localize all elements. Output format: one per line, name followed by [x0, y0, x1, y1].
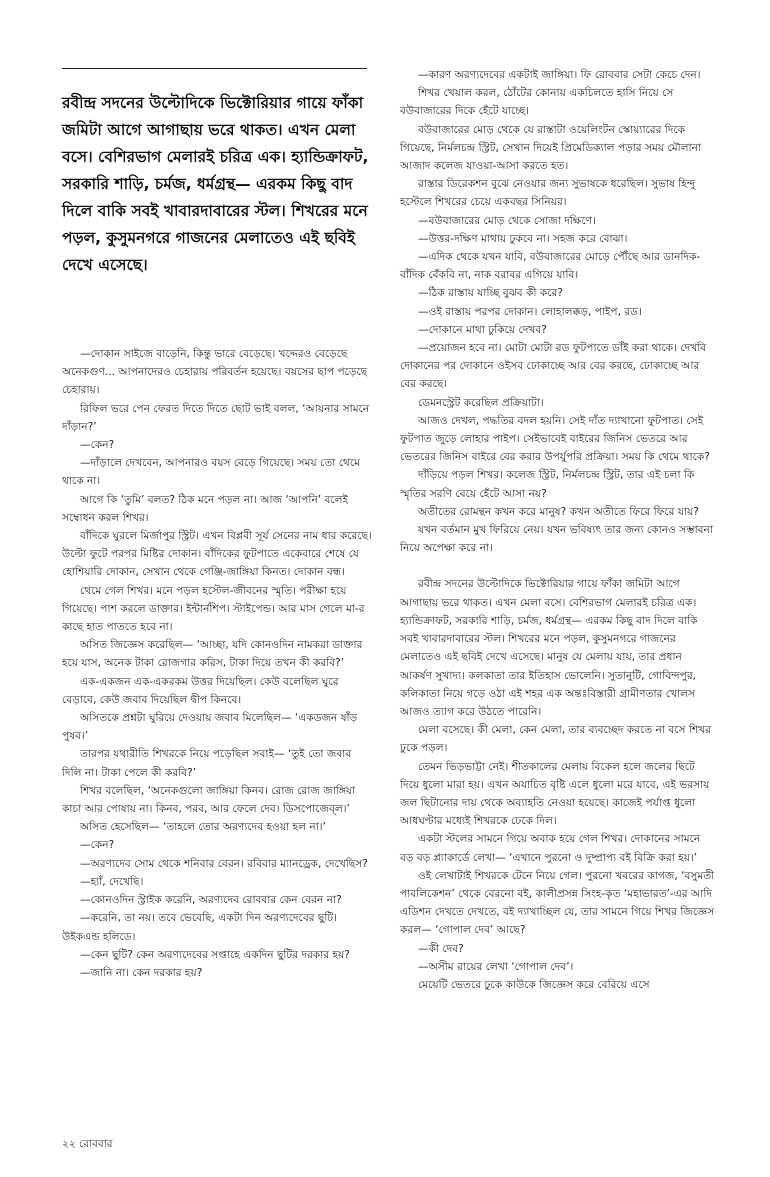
left-column [62, 345, 374, 982]
right-column [400, 66, 716, 994]
paragraph: —ঠিক রাস্তায় যাচ্ছি বুঝব কী করে? [418, 287, 563, 300]
paragraph: —করেনি, তা নয়। তবে ভেবেছি, একটা দিন অরণ্যদেবের ছুটি। উইকএন্ড হলিডে। [62, 912, 337, 943]
paragraph: ডেমনস্ট্রেট করেছিল প্রক্রিয়াটা। [418, 396, 544, 409]
section-break [400, 557, 716, 575]
paragraph: মেলা বসেছে। কী মেলা, কেন মেলা, তার ব্যবচ্ছেদ করতে না বসে শিখর ঢুকে পড়ল। [400, 724, 711, 755]
paragraph: তারপর যথারীতি শিখরকে নিয়ে পড়েছিল সবাই— ‘তুই তো জবাব দিলি না। টাকা পেলে কী করবি?’ [62, 748, 352, 779]
paragraph: রবীন্দ্র সদনের উল্টোদিকে ভিক্টোরিয়ার গায়ে ফাঁকা জমিটা আগে আগাছায় ভরে থাকত। এখন মেলা বসে। বেশিরভাগ মেলারই চরিত্র এক। হ্যান্ডিক্রাফট, সরকারি শাড়ি, চর্মজ, ধর্মগ্রন্থ— এরকম কিছু বাদ দিলে বাকি সবই খাবারদাবারের স্টল। শিখরের মনে পড়ল, কুসুমনগরে গাজনের মেলাতেও এই ছবিই দেখে এসেছে। মানুষ যে মেলায় যায়, তার প্রধান আকর্ষণ সুখাদ্য। কলকাতা তার ইতিহাস ভোলেনি। সুতানুটি, গোবিন্দপুর, কলিকাতা নিয়ে গড়ে ওঠা এই শহর এক অন্তঃবিস্তারী গ্রামীণতার খোলস আজও ত্যাগ করে উঠতে পারেনি। [400, 578, 698, 718]
paragraph: —জানি না। কেন দরকার হয়? [80, 966, 203, 979]
paragraph: অসিত হেসেছিল— ‘তাহলে তোর অরণ্যদেব হওয়া হল না।’ [80, 821, 326, 834]
paragraph: এক-একজন এক-একরকম উত্তর দিয়েছিল। কেউ বলেছিল ঘুরে বেড়াবে, কেউ জবাব দিয়েছিল দ্বীপ কিনবে। [62, 675, 339, 706]
paragraph: মেয়েটি ভেতরে ঢুকে কাউকে জিজ্ঞেস করে বেরিয়ে এসে [418, 978, 650, 991]
paragraph: —কেন? [80, 839, 115, 852]
top-rule [62, 68, 367, 69]
paragraph: —কেন ছুটি? কেন অরণ্যদেবের সপ্তাহে একদিন ছুটির দরকার হয়? [80, 948, 350, 961]
paragraph: আজও দেখল, পদ্ধতির বদল হয়নি। সেই দাঁত দ্যাখানো ফুটপাত। সেই ফুটপাত জুড়ে লোহার পাইপ। সেইভাবেই বাইরের জিনিস ভেতরে আর ভেতরের জিনিস বাইরে বের করার উপর্যুপরি প্রক্রিয়া। সময় কি থেমে থাকে? [400, 414, 710, 464]
paragraph: থেমে গেল শিখর। মনে পড়ল হস্টেল-জীবনের স্মৃতি। পরীক্ষা হয়ে গিয়েছে। পাশ করলে ডাক্তার। ইন্টার্নশিপ। স্টাইপেন্ড। আর মাস গেলে মা-র কাছে হাত পাততে হবে না। [62, 584, 365, 634]
paragraph: —অসীম রায়ের লেখা ‘গোপাল দেব’। [418, 960, 574, 973]
paragraph: —কোনওদিন স্ট্রাইক করেনি, অরণ্যদেব রোববার কেন বেরন না? [80, 894, 342, 907]
paragraph: —কী দেব? [418, 942, 464, 955]
paragraph: আগে কি ‘তুমি’ বলত? ঠিক মনে পড়ল না। আজ ‘আপনি’ বলেই সম্বোধন করল শিখর। [62, 493, 349, 524]
paragraph: —কারণ অরণ্যদেবের একটাই জাঙ্গিয়া। ফি রোববার সেটা কেচে দেন। [418, 69, 701, 81]
paragraph: ওই লেখাটাই শিখরকে টেনে নিয়ে গেল। পুরনো খবরের কাগজ, ‘বসুমতী পাবলিকেশন’ থেকে বেরনো বই, কালীপ্রসন্ন সিংহ-কৃত ‘মহাভারত’-এর আদি এডিশন দেখতে দেখতে, বই দ্যাখাচ্ছিল যে, তার সামনে গিয়ে শিখর জিজ্ঞেস করল— ‘গোপাল দেব’ আছে? [400, 869, 715, 937]
paragraph: —দোকান সাইজে বাড়েনি, কিন্তু ভারে বেড়েছে। খদ্দেরও বেড়েছে অনেকগুণ... আপনাদেরও চেহারায় পরিবর্তন হয়েছে। বয়সের ছাপ পড়েছে চেহারায়। [62, 348, 368, 397]
paragraph: যখন বর্তমান মুখ ফিরিয়ে নেয়। যখন ভবিষ্যৎ তার জন্য কোনও সম্ভাবনা নিয়ে অপেক্ষা করে না। [400, 524, 713, 555]
paragraph: —দাঁড়ালে দেখবেন, আপনারও বয়স বেড়ে গিয়েছে। সময় তো থেমে থাকে না। [62, 457, 361, 488]
paragraph: বউবাজারের মোড় থেকে যে রাস্তাটা ওয়েলিংটন স্কোয়্যারের দিকে গিয়েছে, নির্মলচন্দ্র স্ট্রিট, সেখান দিয়েই প্রিমেডিক্যাল পড়ার সময় মৌলানা আজাদ কলেজ যাওয়া-আসা করতে হত। [400, 123, 702, 173]
paragraph: একটা স্টলের সামনে গিয়ে অবাক হয়ে গেল শিখর। দোকানের সামনে বড় বড় প্ল্যাকার্ডে লেখা— ‘এখানে পুরনো ও দুষ্প্রাপ্য বই বিক্রি করা হয়।’ [400, 833, 701, 864]
paragraph: —হ্যাঁ, দেখেছি। [80, 875, 144, 888]
paragraph: রাস্তার ডিরেকশন বুঝে নেওয়ার জন্য সুভাষকে ধরেছিল। সুভাষ হিন্দু হস্টেলে শিখরের চেয়ে একবছর সিনিয়র। [400, 178, 696, 209]
paragraph: —ওই রাস্তায় পরপর দোকান। লোহালক্কড়, পাইপ, রড। [418, 305, 642, 318]
paragraph: —বউবাজারের মোড় থেকে সোজা দক্ষিণে। [418, 214, 596, 227]
page-folio: ২২ রোববার [62, 1138, 113, 1150]
paragraph: শিখর বলেছিল, ‘অনেকগুলো জাঙ্গিয়া কিনব। রোজ রোজ জাঙ্গিয়া কাচা আর পোষায় না। কিনব, পরব, আর ফেলে দেব। ডিসপোজেব্‌ল।’ [62, 784, 356, 816]
paragraph: তেমন ভিড়ভাট্টা নেই। শীতকালের মেলায় বিকেল হলে জলের ছিটে দিয়ে ধুলো মারা হয়। এখন অযাচিত বৃষ্টি এলে ধুলো মরে যাবে, এই ভরসায় জল ছিটানোর দায় থেকে অব্যাহতি নেওয়া হয়েছে। কাজেই পর্যাপ্ত ধুলো আধঘণ্টার মধ্যেই শিখরকে ঢেকে দিল। [400, 760, 710, 828]
paragraph: —এদিক থেকে যখন যাবি, বউবাজারের মোড়ে পৌঁছে আর ডানদিক-বাঁদিক বেঁকবি না, নাক বরাবর এগিয়ে যাবি। [400, 251, 701, 282]
paragraph: বাঁদিকে ঘুরলে মির্জাপুর স্ট্রিট। এখন বিপ্লবী সূর্য সেনের নাম ধার করেছে। উল্টো ফুটে পরপর মিষ্টির দোকান। বাঁদিকের ফুটপাতে একেবারে শেষে যে হোশিয়ারি দোকান, সেখান থেকে গেঞ্জি-জাঙ্গিয়া কিনত। দোকান বন্ধ। [62, 530, 372, 579]
paragraph: অসিত জিজ্ঞেস করেছিল— ‘আচ্ছা, যদি কোনওদিন নামকরা ডাক্তার হয়ে যাস, অনেক টাকা রোজগার করিস, টাকা দিয়ে তখন কী করবি?’ [62, 639, 363, 670]
paragraph: অতীতের রোমন্থন কখন করে মানুষ? কখন অতীতে ফিরে ফিরে যায়? [418, 505, 699, 518]
pull-quote: রবীন্দ্র সদনের উল্টোদিকে ভিক্টোরিয়ার গায়ে ফাঁকা জমিটা আগে আগাছায় ভরে থাকত। এখন মেলা বসে। বেশিরভাগ মেলারই চরিত্র এক। হ্যান্ডিক্রাফট, সরকারি শাড়ি, চর্মজ, ধর্মগ্রন্থ— এরকম কিছু বাদ দিলে বাকি সবই খাবারদাবারের স্টল। শিখরের মনে পড়ল, কুসুমনগরে গাজনের মেলাতেও এই ছবিই দেখে এসেছে। [62, 94, 369, 274]
paragraph: —কেন? [80, 439, 115, 452]
paragraph: —উত্তর-দক্ষিণ মাথায় ঢুকবে না। সহজ করে বোঝা। [418, 232, 628, 245]
paragraph: —অরণ্যদেব সোম থেকে শনিবার বেরন। রবিবার ম্যানড্রেক, দেখেছিস? [80, 857, 368, 870]
paragraph: শিখর খেয়াল করল, ঠোঁটের কোনায় একচিলতে হাসি নিয়ে সে বউবাজারের দিকে হেঁটে যাচ্ছে। [400, 87, 674, 118]
paragraph: —প্রয়োজন হবে না। মোটা মোটা রড ফুটপাতে ডাঁই করা থাকে। দেখবি দোকানের পর দোকানে ওইসব ঢোকাচ্ছে আর বের করছে, ঢোকাচ্ছে আর বের করছে। [400, 342, 707, 391]
paragraph: দাঁড়িয়ে পড়ল শিখর। কলেজ স্ট্রিট, নির্মলচন্দ্র স্ট্রিট, তার এই চলা কি স্মৃতির সরণি বেয়ে হেঁটে আসা নয়? [400, 469, 695, 500]
paragraph: অসিতকে প্রশ্নটা ঘুরিয়ে দেওয়ায় জবাব মিলেছিল— ‘একডজন ষাঁড় পুষব।’ [62, 712, 358, 743]
paragraph: —দোকানে মাথা ঢুকিয়ে দেখব? [418, 323, 547, 336]
paragraph: রিফিল ভরে পেন ফেরত দিতে দিতে ছোট ভাই বলল, ‘আয়নার সামনে দাঁড়ান?’ [62, 402, 370, 433]
